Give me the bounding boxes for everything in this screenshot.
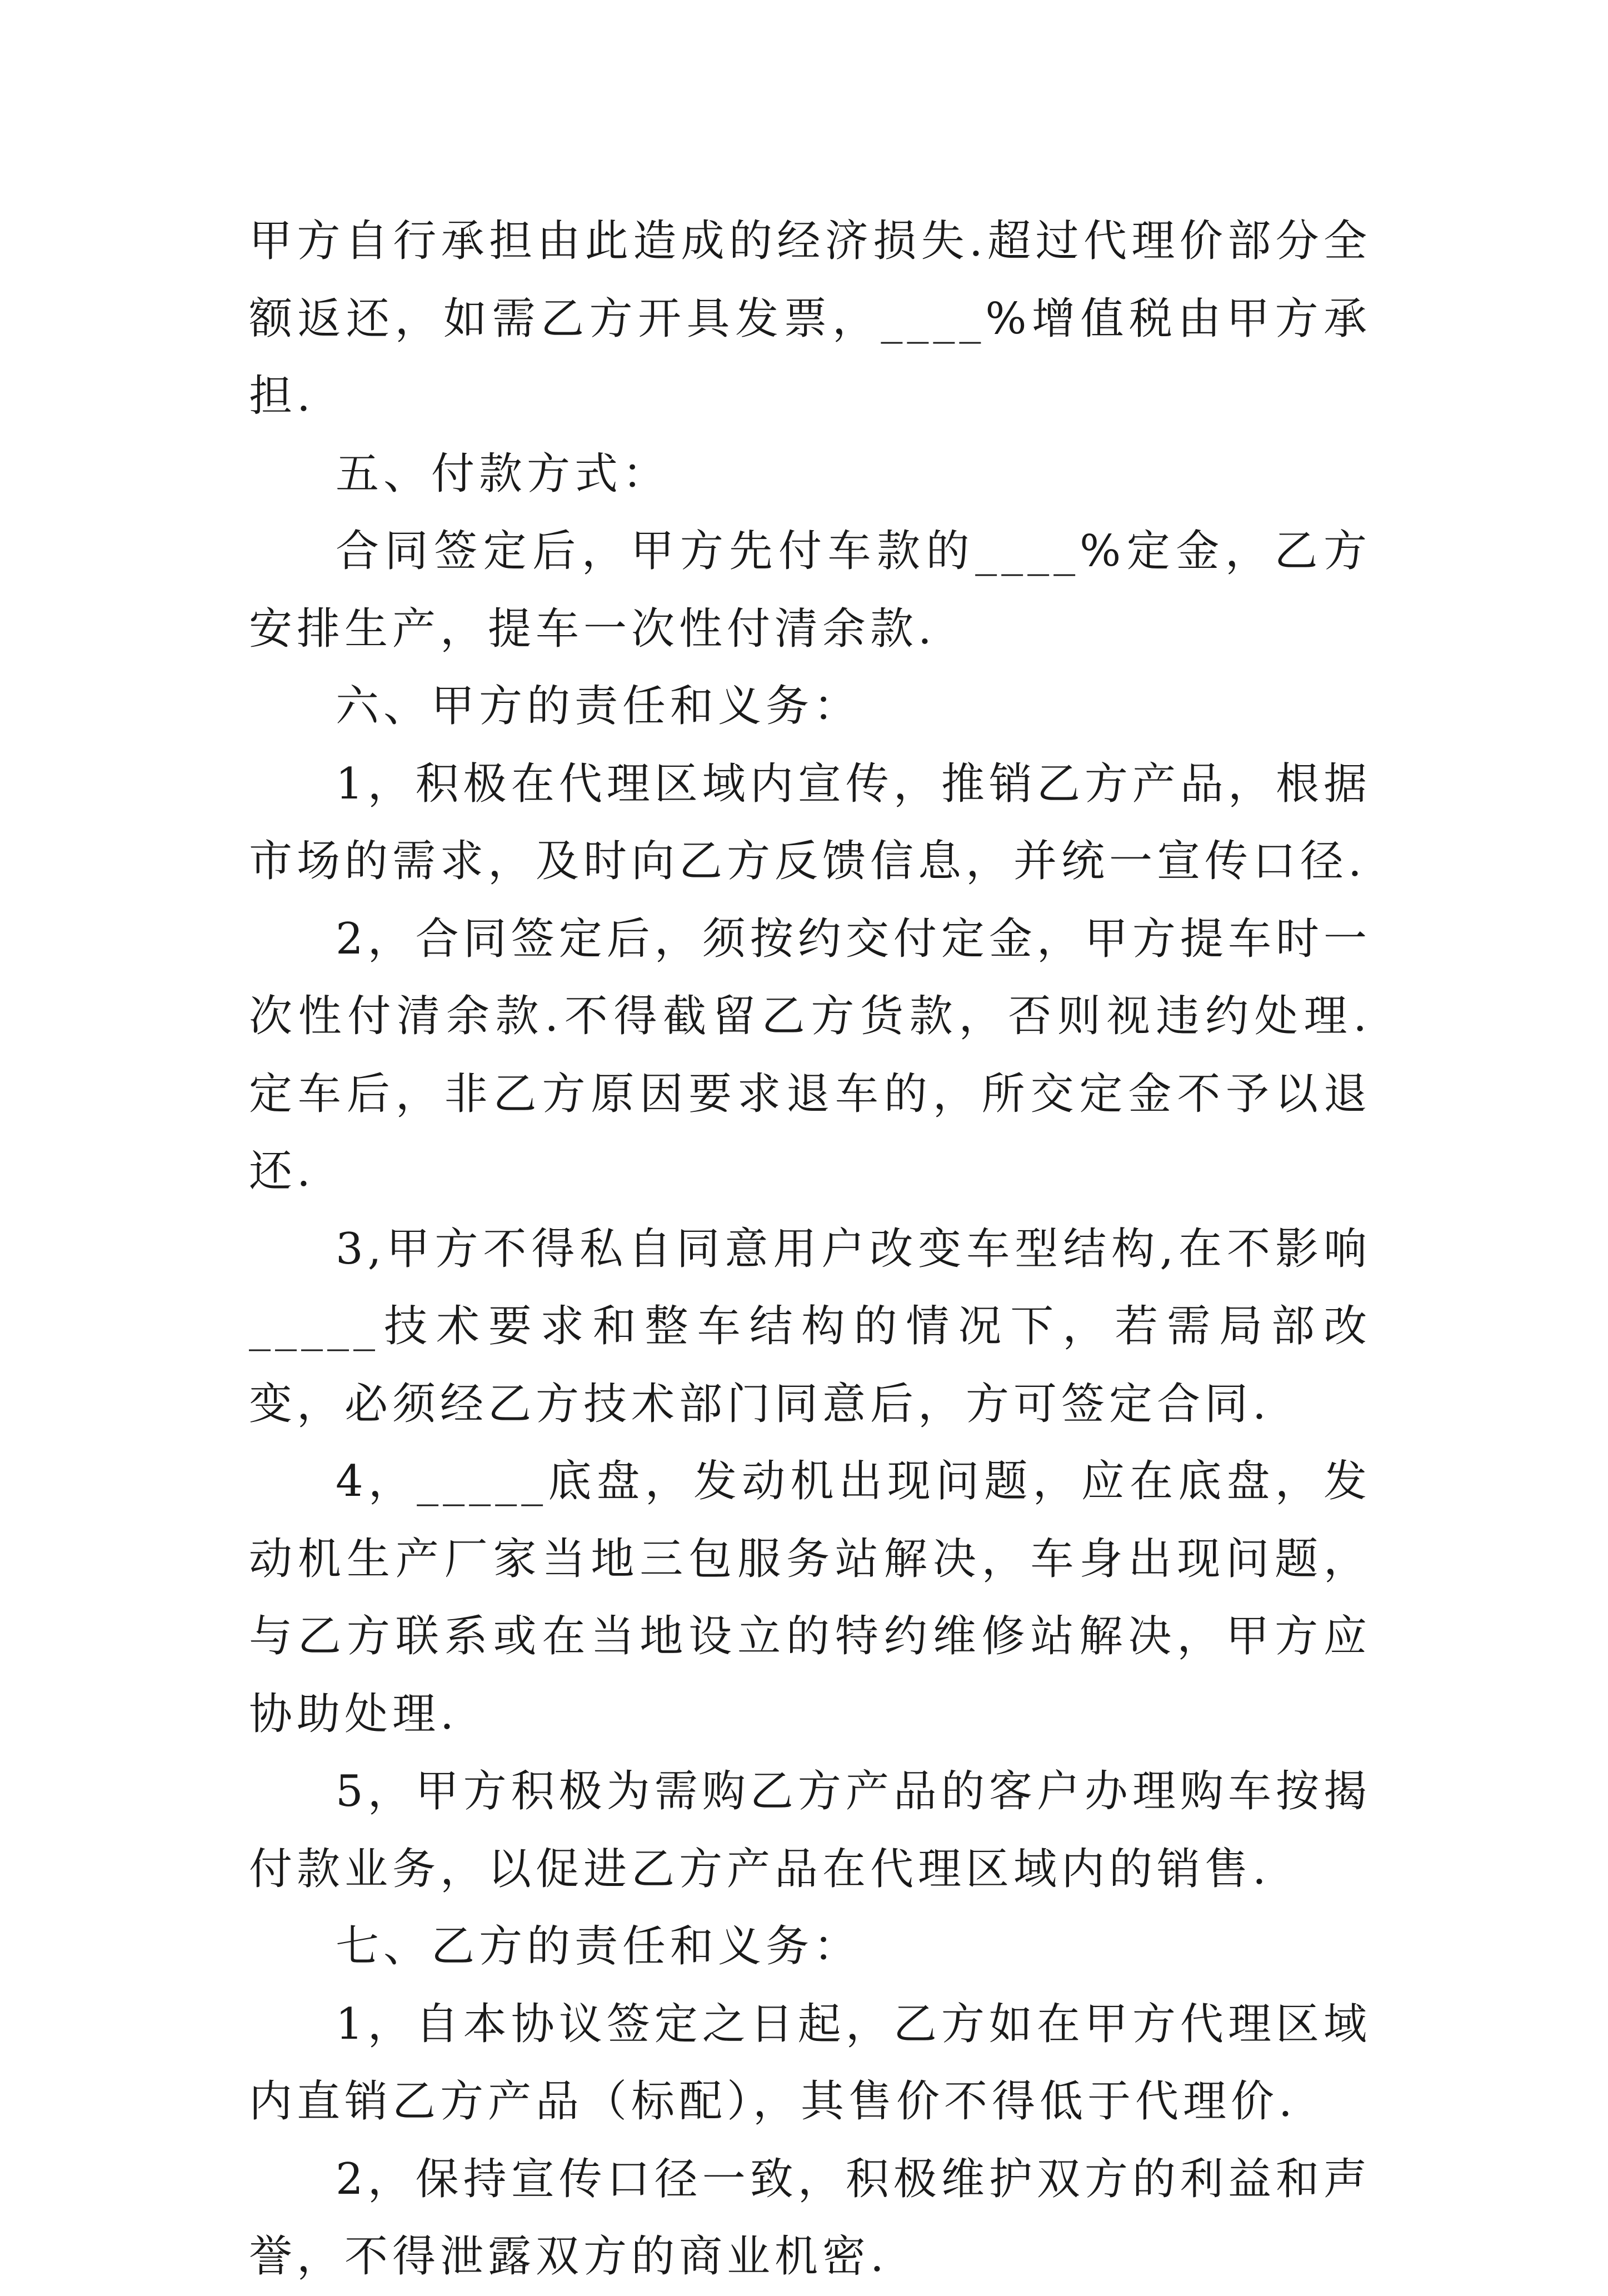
paragraph-party-a-item-3: 3,甲方不得私自同意用户改变车型结构,在不影响_____技术要求和整车结构的情况下，若需局部改变，必须经乙方技术部门同意后，方可签定合同.	[249, 1224, 1371, 1429]
paragraph-party-a-item-5: 5，甲方积极为需购乙方产品的客户办理购车按揭付款业务，以促进乙方产品在代理区域内的销售.	[249, 1766, 1371, 1894]
section-heading-party-b-duties: 七、乙方的责任和义务：	[336, 1921, 862, 1971]
paragraph-party-a-item-2: 2，合同签定后，须按约交付定金，甲方提车时一次性付清余款.不得截留乙方货款，否则视违约处理.定车后，非乙方原因要求退车的，所交定金不予以退还.	[249, 914, 1371, 1196]
paragraph-party-a-item-1: 1，积极在代理区域内宣传，推销乙方产品，根据市场的需求，及时向乙方反馈信息，并统一宣传口径.	[249, 758, 1371, 886]
section-heading-party-a-duties: 六、甲方的责任和义务：	[336, 681, 862, 731]
paragraph-payment-terms: 合同签定后，甲方先付车款的____%定金，乙方安排生产，提车一次性付清余款.	[249, 526, 1371, 654]
section-heading-payment: 五、付款方式：	[336, 448, 671, 499]
document-body	[249, 203, 1371, 2296]
paragraph-party-a-item-4: 4，_____底盘，发动机出现问题，应在底盘，发动机生产厂家当地三包服务站解决，车身出现问题，与乙方联系或在当地设立的特约维修站解决，甲方应协助处理.	[249, 1456, 1371, 1739]
paragraph-party-b-item-1: 1，自本协议签定之日起，乙方如在甲方代理区域内直销乙方产品（标配），其售价不得低于代理价.	[249, 1999, 1371, 2127]
paragraph-tax-clause: 甲方自行承担由此造成的经济损失.超过代理价部分全额返还，如需乙方开具发票，____%增值税由甲方承担.	[249, 216, 1371, 421]
paragraph-party-b-item-2: 2，保持宣传口径一致，积极维护双方的利益和声誉，不得泄露双方的商业机密.	[249, 2154, 1371, 2282]
